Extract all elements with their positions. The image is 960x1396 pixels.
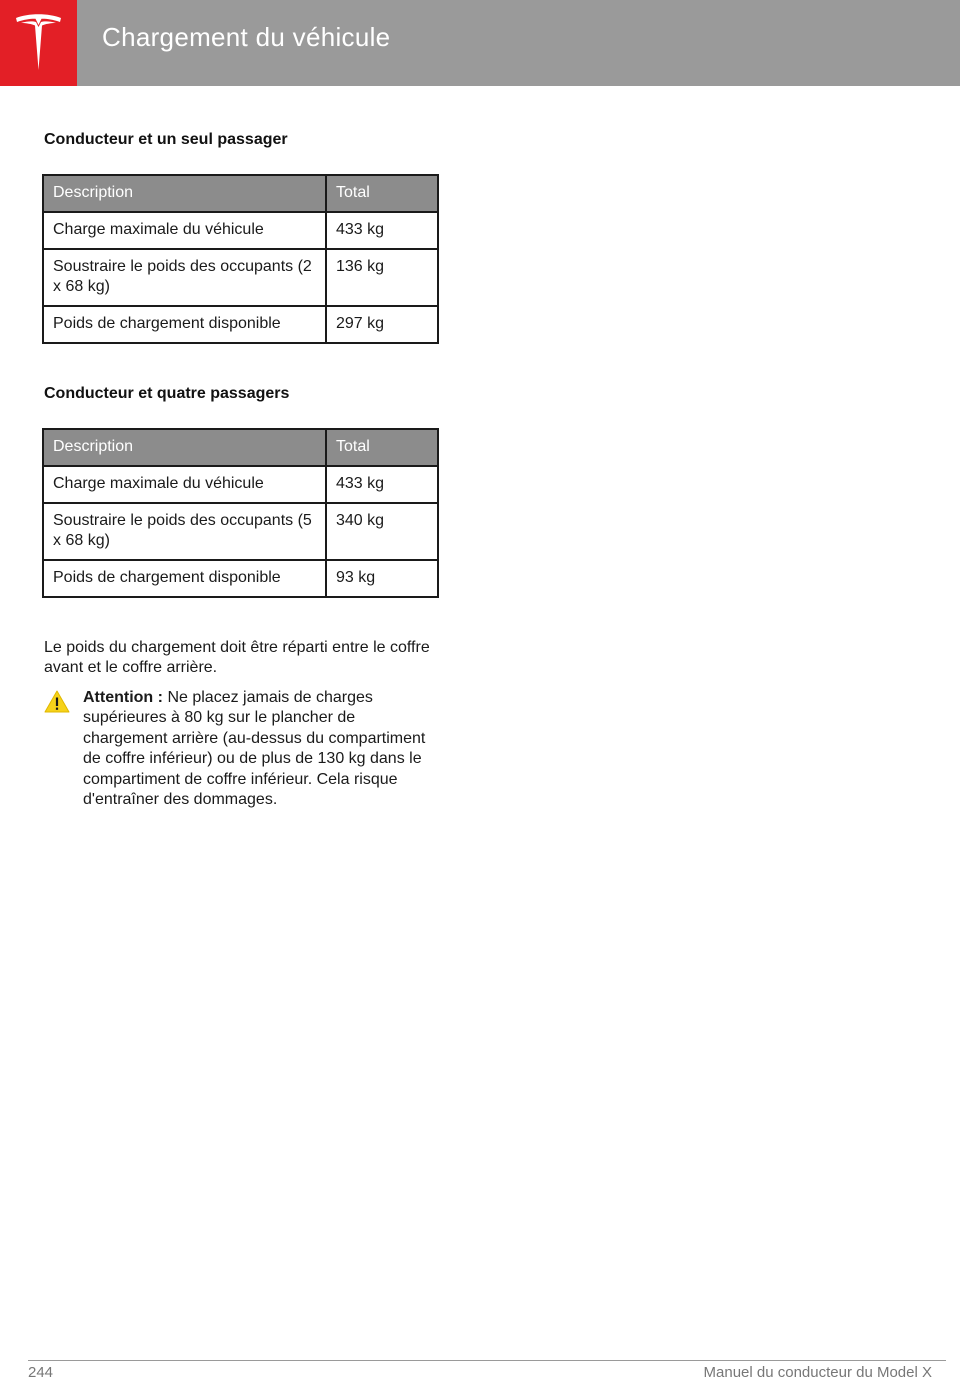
- table-cell: 433 kg: [326, 466, 438, 503]
- column-header-description: Description: [43, 175, 326, 212]
- table-cell: Poids de chargement disponible: [43, 306, 326, 343]
- load-table-four-passengers: [42, 428, 439, 598]
- table-header-row: [43, 429, 438, 466]
- manual-title: Manuel du conducteur du Model X: [703, 1364, 932, 1381]
- table-row: [43, 249, 438, 306]
- table-cell: 340 kg: [326, 503, 438, 560]
- warning-body: Ne placez jamais de charges supérieures à 80 kg sur le plancher de chargement arrière (au-dessus du compartiment de coffre inférieur) ou de plus de 130 kg dans le compartiment de coffre inférieur. Cela risque d'entraîner des dommages.: [83, 689, 426, 809]
- table-row: [43, 466, 438, 503]
- table-cell: Charge maximale du véhicule: [43, 212, 326, 249]
- table-cell: Soustraire le poids des occupants (2 x 68 kg): [43, 249, 326, 306]
- load-table-single-passenger: [42, 174, 439, 344]
- table-header-row: [43, 175, 438, 212]
- tesla-logo-icon: [14, 14, 63, 72]
- warning-label: Attention :: [83, 689, 163, 706]
- table-row: [43, 212, 438, 249]
- table-cell: 93 kg: [326, 560, 438, 597]
- table-cell: Soustraire le poids des occupants (5 x 68 kg): [43, 503, 326, 560]
- page-header: [0, 0, 960, 86]
- table-cell: 433 kg: [326, 212, 438, 249]
- distribution-paragraph: Le poids du chargement doit être réparti entre le coffre avant et le coffre arrière.: [44, 639, 430, 676]
- table-cell: Charge maximale du véhicule: [43, 466, 326, 503]
- table-cell: Poids de chargement disponible: [43, 560, 326, 597]
- column-header-total: Total: [326, 175, 438, 212]
- table-cell: 136 kg: [326, 249, 438, 306]
- section-title-four-passengers: Conducteur et quatre passagers: [44, 385, 290, 402]
- warning-text: [83, 688, 428, 810]
- table-row: [43, 560, 438, 597]
- page-title: Chargement du véhicule: [102, 22, 391, 52]
- logo-box: [0, 0, 77, 86]
- table-cell: 297 kg: [326, 306, 438, 343]
- page-number: 244: [28, 1364, 54, 1381]
- table-row: [43, 306, 438, 343]
- table-row: [43, 503, 438, 560]
- column-header-total: Total: [326, 429, 438, 466]
- warning-triangle-icon: [44, 690, 70, 713]
- column-header-description: Description: [43, 429, 326, 466]
- footer-divider: [28, 1360, 946, 1361]
- section-title-single-passenger: Conducteur et un seul passager: [44, 131, 288, 148]
